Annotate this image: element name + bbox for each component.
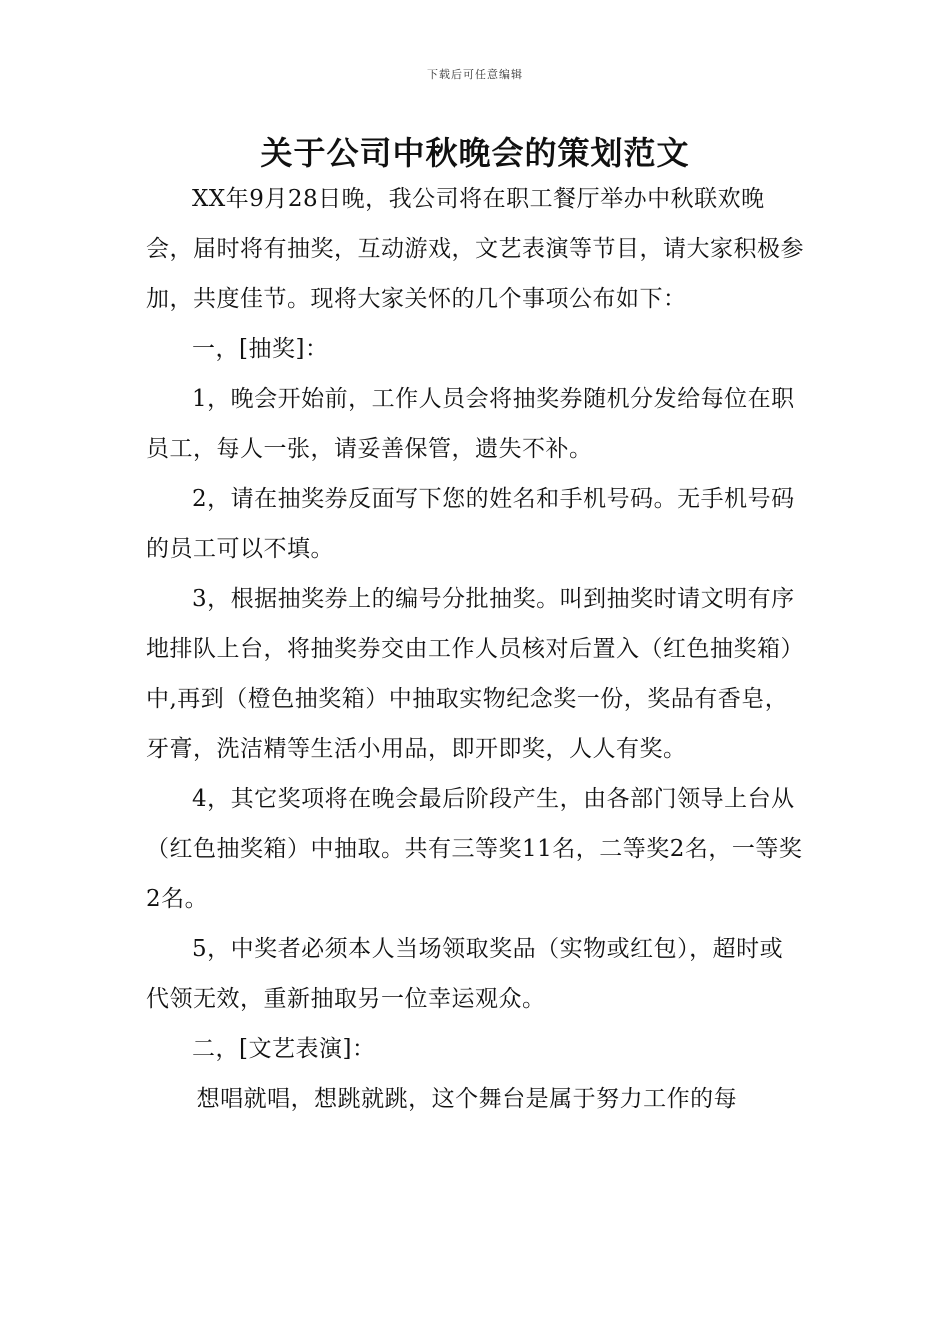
section-heading-performance: 二，[文艺表演]： <box>192 1036 376 1062</box>
section-heading-lottery: 一，[抽奖]： <box>192 336 329 362</box>
document-title: 关于公司中秋晚会的策划范文 <box>260 134 690 172</box>
paragraph-lottery-1: 1，晚会开始前，工作人员会将抽奖券随机分发给每位在职员工，每人一张，请妥善保管，遗失不补。 <box>146 386 795 462</box>
document-body <box>146 174 806 1124</box>
paragraph-lottery-4: 4，其它奖项将在晚会最后阶段产生，由各部门领导上台从（红色抽奖箱）中抽取。共有三等奖11名，二等奖2名，一等奖2名。 <box>146 786 803 912</box>
paragraph-intro: XX年9月28日晚，我公司将在职工餐厅举办中秋联欢晚会，届时将有抽奖，互动游戏，文艺表演等节目，请大家积极参加，共度佳节。现将大家关怀的几个事项公布如下： <box>146 186 804 312</box>
header-note: 下载后可任意编辑 <box>427 68 523 81</box>
paragraph-performance: 想唱就唱，想跳就跳，这个舞台是属于努力工作的每 <box>196 1086 738 1112</box>
paragraph-lottery-3: 3，根据抽奖券上的编号分批抽奖。叫到抽奖时请文明有序地排队上台，将抽奖券交由工作人员核对后置入（红色抽奖箱）中,再到（橙色抽奖箱）中抽取实物纪念奖一份，奖品有香皂，牙膏，洗洁精等生活小用品，即开即奖，人人有奖。 <box>146 586 804 762</box>
paragraph-lottery-5: 5，中奖者必须本人当场领取奖品（实物或红包），超时或代领无效，重新抽取另一位幸运观众。 <box>146 936 784 1012</box>
paragraph-lottery-2: 2，请在抽奖券反面写下您的姓名和手机号码。无手机号码的员工可以不填。 <box>146 486 795 562</box>
